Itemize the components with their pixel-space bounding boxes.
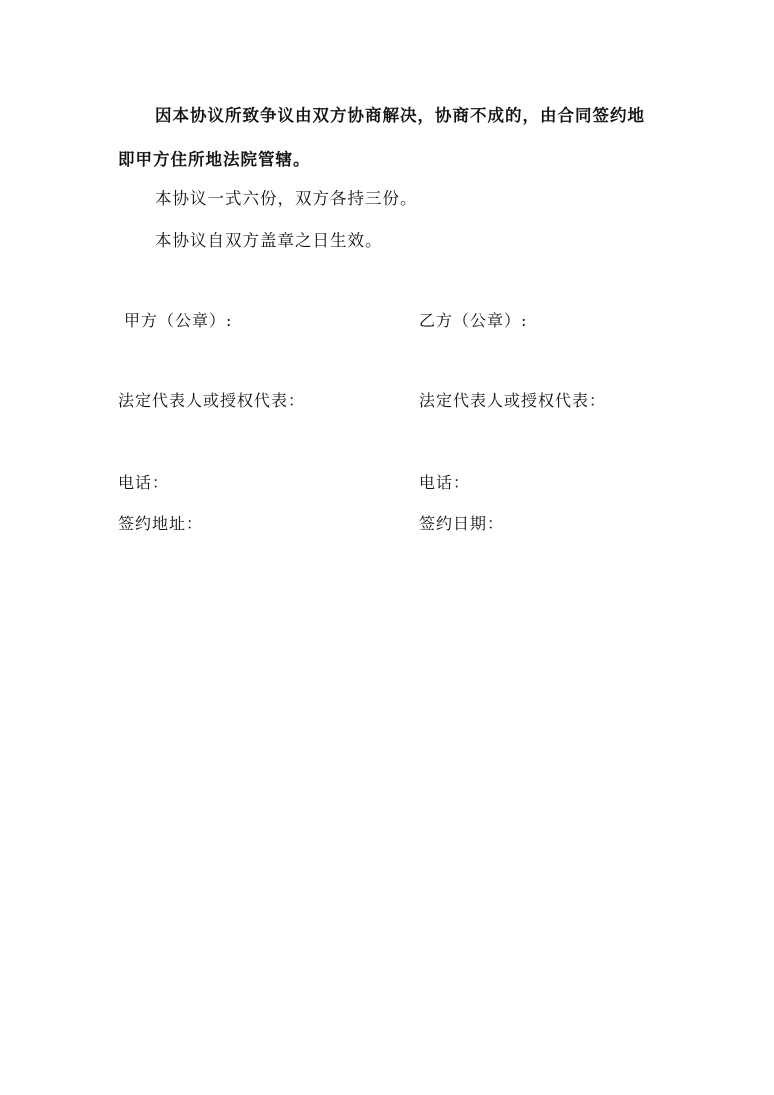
dispute-clause-line-2: 即甲方住所地法院管辖。 (118, 150, 311, 169)
party-b-seal-label: 乙方（公章）: (419, 311, 528, 330)
copies-clause: 本协议一式六份，双方各持三份。 (155, 189, 418, 208)
dispute-clause-line-1: 因本协议所致争议由双方协商解决，协商不成的，由合同签约地 (155, 106, 645, 125)
party-a-phone-label: 电话： (118, 473, 170, 492)
party-b-date-label: 签约日期： (419, 514, 505, 533)
party-a-address-label: 签约地址： (118, 514, 204, 533)
party-a-representative-label: 法定代表人或授权代表： (118, 391, 306, 410)
party-b-representative-label: 法定代表人或授权代表： (419, 391, 607, 410)
effective-clause: 本协议自双方盖章之日生效。 (155, 231, 383, 250)
party-a-seal-label: 甲方（公章）: (124, 311, 233, 330)
party-b-phone-label: 电话： (419, 473, 471, 492)
